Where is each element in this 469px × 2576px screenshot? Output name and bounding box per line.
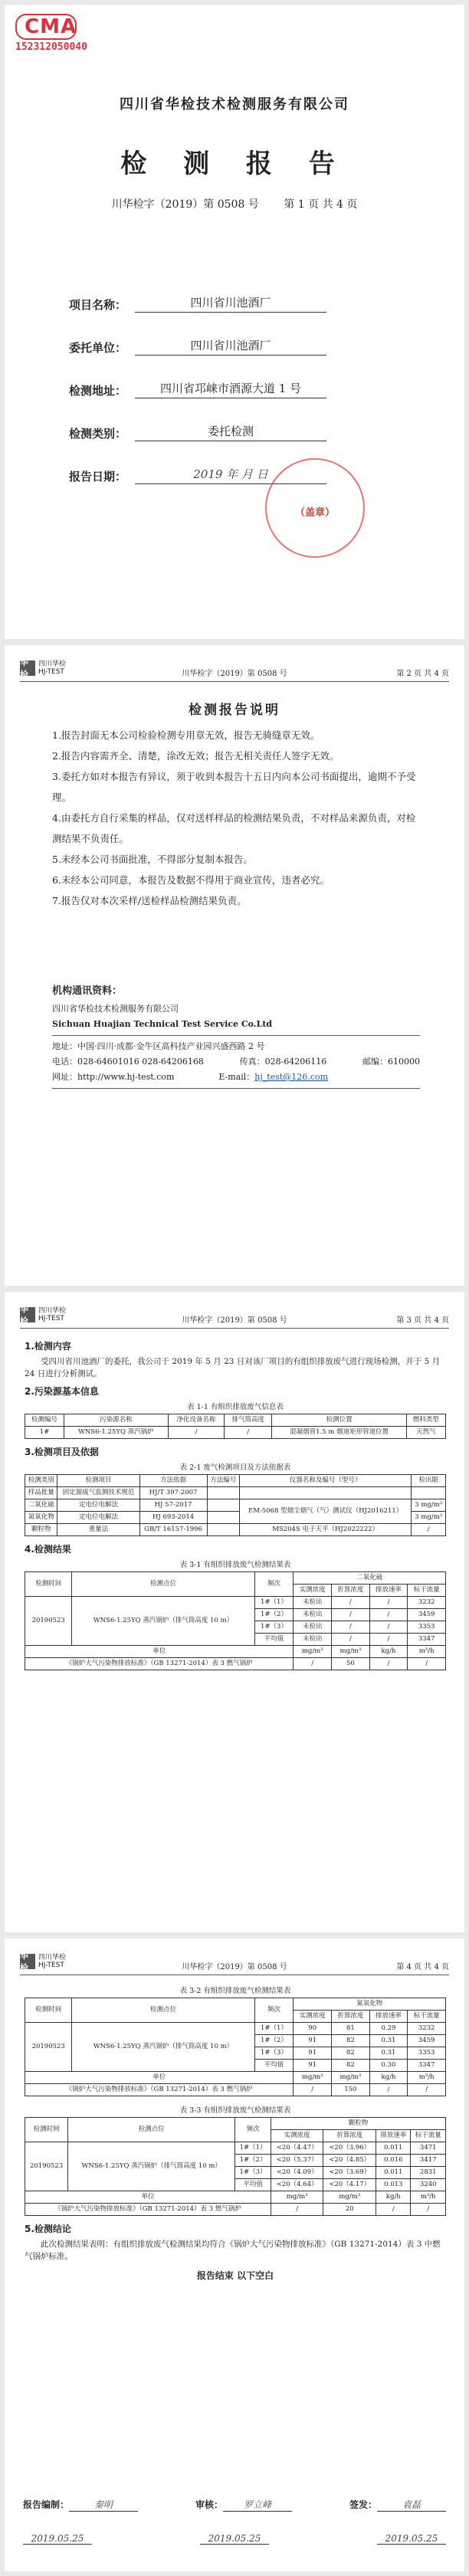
header-page: 第 3 页 共 4 页 (396, 1316, 449, 1325)
report-title: 检 测 报 告 (120, 149, 349, 179)
header-ref: 川华检字（2019）第 0508 号 (182, 1316, 287, 1325)
field-project: 项目名称： 四川省川池酒厂 (69, 294, 326, 313)
company-name: 四川省华检技术检测服务有限公司 (120, 97, 349, 113)
contact-tel: 电话：028-64601016 028-64206168 (52, 1057, 204, 1067)
signature-reviewer: 罗立峰 (223, 2498, 292, 2512)
section-results-2: 表 3-2 有组织排放废气检测结果表 检测时间 检测点位 频次 氮氧化物 实测浓度 折算浓度 排放速率 标干流量 20190523 WNS6-1.25YQ 蒸汽锅炉（排气筒高度 10 m） 1#（1） 90 81 0.29 3232 1#（2） 91 82 0.31 3459 1#（3） 91 82 0.31 3353 平均值 91 82 0.30 3347 单位 mg/m³ mg/m³ kg/h m³/h 《锅炉大气污染物排放标准》（GB 13271-2014）表 3 燃气锅炉 / 150 / / 表 3-3 有组织排放废气检测结果表 检测时间 检测点位 频次 颗粒物 实测浓度 折算浓度 排放速率 标干流量 20190523 WNS6-1.25YQ 蒸汽锅炉（排气筒高度 10 m） 1#（1） <20（4.47） <20（3.96） 0.011 3471 1#（2） <20（5.37） <20（4.85） 0.016 3417 1#（3） <20（4.09） <20（3.69） 0.011 2831 平均值 <20（4.64） <20（4.17） 0.013 3240 单位 mg/m³ mg/m³ kg/h m³/h 《锅炉大气污染物排放标准》（GB 13271-2014）表 3 燃气锅炉 / 20 / / 5.检测结论 此次检测结果表明：有组织排放废气检测结果均符合《锅炉大气污染物排放标准》（GB 13271-2014）表 3 中燃气锅炉标准。 报告结束 以下空白 (25, 1981, 446, 2288)
field-category: 检测类别： 委托检测 (69, 423, 326, 441)
source-info-table: 检测编号 污染源名称 净化设备名称 排气筒高度 检测位置 燃料类型 1# WNS6-1.25YQ 蒸汽锅炉 / / 混凝烟管1.5 m 烟道矩形管道位置 天然气 (25, 1414, 446, 1439)
header-logo: 华检 四川华检 HJ-TEST (20, 1304, 67, 1326)
notes-page (5, 645, 464, 1286)
seal-caption: （盖章） (294, 507, 335, 519)
contact-block: 机构通讯资料： 四川省华检技术检测服务有限公司 Sichuan Huajian Technical Test Service Co.Ltd 地址：中国·四川·成都·金牛区高科技产业园兴盛西路 2 号 电话：028-64601016 028-64206168 传真：028-64206116 邮编：610000 网址：http://www.hj-test.com E-mail：hj_test@126.com (52, 982, 420, 1092)
note-item: 3.委托方如对本报告有异议，须于收到本报告十五日内向本公司书面提出，逾期不予受理。 (52, 771, 416, 803)
company-name-cn: 四川省华检技术检测服务有限公司 (52, 1004, 179, 1014)
page-header (20, 1306, 449, 1329)
header-logo: 华检 四川华检 HJ-TEST (20, 1951, 67, 1973)
report-ref-line (5, 196, 464, 211)
page-header (20, 659, 449, 682)
report-end: 报告结束 以下空白 (196, 2270, 274, 2281)
note-item: 1.报告封面无本公司检验检测专用章无效，报告无骑缝章无效。 (52, 729, 320, 741)
header-ref: 川华检字（2019）第 0508 号 (182, 1963, 287, 1971)
so2-result-table: 检测时间 检测点位 频次 二氧化硫 实测浓度 折算浓度 排放速率 标干流量 20190523 WNS6-1.25YQ 蒸汽锅炉（排气筒高度 10 m） 1#（1） 未检出 / / 3232 1#（2） 未检出 / / 3459 1#（3） 未检出 / / 3353 平均值 未检出 / / 3347 单位 mg/m³ mg/m³ kg/h m³/h 《锅炉大气污染物排放标准》（GB 13271-2014）表 3 燃气锅炉 / 50 / / (25, 1571, 446, 1670)
signature-row: 报告编制： 秦明 审核： 罗立峰 签发： 袁磊 (23, 2498, 446, 2512)
field-address: 检测地址： 四川省邛崃市酒源大道 1 号 (69, 380, 326, 398)
cover-page (5, 5, 464, 639)
results-page-2 (5, 1939, 464, 2571)
header-page: 第 4 页 共 4 页 (396, 1963, 449, 1971)
note-item: 5.未经本公司书面批准，不得部分复制本报告。 (52, 854, 253, 865)
header-logo: 华检 四川华检 HJ-TEST (20, 657, 67, 680)
note-item: 6.未经本公司同意，本报告及数据不得用于商业宣传，违者必究。 (52, 874, 330, 886)
date-row (23, 2533, 446, 2545)
report-ref: 川华检字（2019）第 0508 号 (111, 198, 259, 211)
field-client: 委托单位： 四川省川池酒厂 (69, 337, 326, 356)
section-content: 1.检测内容 受四川省川池酒厂的委托，我公司于 2019 年 5 月 23 日对该厂项目的有组织排放废气进行现场检测，并于 5 月 24 日进行分析测试。 2.污染源基本信息 表 1-1 有组织排放废气信息表 检测编号 污染源名称 净化设备名称 排气筒高度 检测位置 燃料类型 1# WNS6-1.25YQ 蒸汽锅炉 / / 混凝烟管1.5 m 烟道矩形管道位置 天然气 3.检测项目及依据 表 2-1 废气检测项目及方法依据表 检测类别 检测项目 方法依据 方法编号 仪器名称及编号（型号） 检出限 样品批量 固定源废气监测技术规范 HJ/T 397-2007 二氧化硫 定电位电解法 HJ 57-2017 EM-5068 型烟尘烟气（气）测试仪（HJ2016211） 3 mg/m³ 氮氧化物 定电位电解法 HJ 693-2014 3 mg/m³ 颗粒物 重量法 GB/T 16157-1996 MS204S 电子天平（HJ2022222） / 4.检测结果 表 3-1 有组织排放废气检测结果表 检测时间 检测点位 频次 二氧化硫 实测浓度 折算浓度 排放速率 标干流量 20190523 WNS6-1.25YQ 蒸汽锅炉（排气筒高度 10 m） 1#（1） 未检出 / / 3232 1#（2） 未检出 / / 3459 1#（3） 未检出 / / 3353 平均值 未检出 / / 3347 单位 mg/m³ mg/m³ kg/h m³/h 《锅炉大气污染物排放标准》（GB 13271-2014）表 3 燃气锅炉 / 50 / / (25, 1339, 446, 1670)
note-item: 2.报告内容需齐全、清楚，涂改无效；报告无相关责任人签字无效。 (52, 750, 339, 762)
note-item: 7.报告仅对本次采样/送检样品检测结果负责。 (52, 895, 247, 906)
notes-list (52, 725, 420, 911)
page-header (20, 1952, 449, 1975)
results-page-1 (5, 1292, 464, 1932)
method-table: 检测类别 检测项目 方法依据 方法编号 仪器名称及编号（型号） 检出限 样品批量 固定源废气监测技术规范 HJ/T 397-2007 二氧化硫 定电位电解法 HJ 57-2017 EM-5068 型烟尘烟气（气）测试仪（HJ2016211） 3 mg/m³ 氮氧化物 定电位电解法 HJ 693-2014 3 mg/m³ 颗粒物 重量法 GB/T 16157-1996 MS204S 电子天平（HJ2022222） / (25, 1474, 446, 1536)
signature-editor: 秦明 (69, 2498, 138, 2512)
conclusion-title: 5.检测结论 (25, 2224, 71, 2234)
conclusion-text: 此次检测结果表明：有组织排放废气检测结果均符合《锅炉大气污染物排放标准》（GB 13271-2014）表 3 中燃气锅炉标准。 (25, 2240, 441, 2261)
cma-stamp (15, 14, 87, 53)
contact-web[interactable]: 网址：http://www.hj-test.com (52, 1072, 175, 1082)
contact-zip: 邮编：610000 (362, 1057, 420, 1067)
page-number: 第 1 页 共 4 页 (284, 198, 358, 211)
company-name-en: Sichuan Huajian Technical Test Service Co.Ltd (52, 1019, 273, 1029)
notes-title: 检测报告说明 (189, 703, 280, 718)
cma-logo: CMA (15, 14, 77, 40)
contact-title: 机构通讯资料： (52, 985, 123, 997)
contact-address: 地址：中国·四川·成都·金牛区高科技产业园兴盛西路 2 号 (52, 1041, 265, 1051)
cma-number: 152312050040 (15, 41, 87, 53)
signature-issuer: 袁磊 (377, 2498, 446, 2512)
note-item: 4.由委托方自行采集的样品，仅对送样样品的检测结果负责，不对样品来源负责，对检测结果不负责任。 (52, 812, 416, 844)
sign-date: 2019.05.25 (200, 2533, 269, 2545)
header-page: 第 2 页 共 4 页 (396, 670, 449, 678)
contact-fax: 传真：028-64206116 (239, 1057, 327, 1067)
nox-result-table: 检测时间 检测点位 频次 氮氧化物 实测浓度 折算浓度 排放速率 标干流量 20190523 WNS6-1.25YQ 蒸汽锅炉（排气筒高度 10 m） 1#（1） 90 81 0.29 3232 1#（2） 91 82 0.31 3459 1#（3） 91 82 0.31 3353 平均值 91 82 0.30 3347 单位 mg/m³ mg/m³ kg/h m³/h 《锅炉大气污染物排放标准》（GB 13271-2014）表 3 燃气锅炉 / 150 / / (25, 1998, 446, 2096)
contact-email[interactable]: hj_test@126.com (254, 1072, 328, 1082)
header-ref: 川华检字（2019）第 0508 号 (182, 670, 287, 678)
field-date: 报告日期： 2019 年 月 日 (69, 466, 326, 484)
pm-result-table: 检测时间 检测点位 频次 颗粒物 实测浓度 折算浓度 排放速率 标干流量 20190523 WNS6-1.25YQ 蒸汽锅炉（排气筒高度 10 m） 1#（1） <20（4.47） <20（3.96） 0.011 3471 1#（2） <20（5.37） <20（4.85） 0.016 3417 1#（3） <20（4.09） <20（3.69） 0.011 2831 平均值 <20（4.64） <20（4.17） 0.013 3240 单位 mg/m³ mg/m³ kg/h m³/h 《锅炉大气污染物排放标准》（GB 13271-2014）表 3 燃气锅炉 / 20 / / (25, 2117, 446, 2216)
sign-date: 2019.05.25 (23, 2533, 92, 2545)
sign-date: 2019.05.25 (377, 2533, 446, 2545)
